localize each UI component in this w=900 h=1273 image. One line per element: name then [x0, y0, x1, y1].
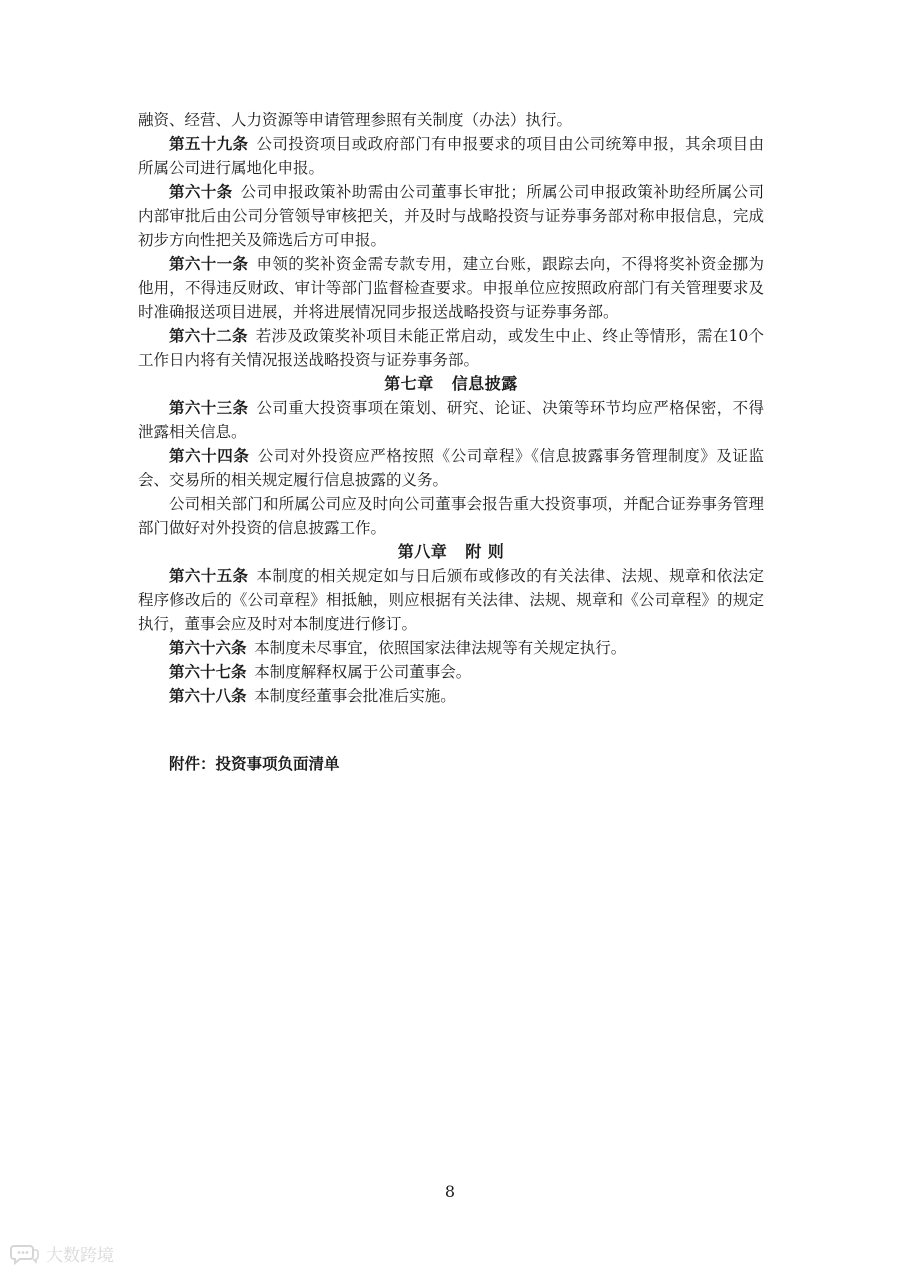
article-number: 第六十条 — [169, 182, 233, 201]
paragraph-text: 公司相关部门和所属公司应及时向公司董事会报告重大投资事项，并配合证券事务管理部门做好对外投资的信息披露工作。 — [138, 495, 764, 537]
paragraph-text: 本制度解释权属于公司董事会。 — [254, 663, 472, 681]
chapter-heading — [138, 372, 764, 396]
paragraph-text: 申领的奖补资金需专款专用，建立台账，跟踪去向，不得将奖补资金挪为他用，不得违反财政、审计等部门监督检查要求。申报单位应按照政府部门有关管理要求及时准确报送项目进展，并将进展情况同步报送战略投资与证券事务部。 — [138, 255, 764, 321]
document-content — [138, 108, 764, 708]
document-body — [138, 108, 764, 776]
paragraph-text: 本制度经董事会批准后实施。 — [254, 687, 456, 705]
article-number: 第六十八条 — [169, 686, 247, 705]
article-paragraph — [138, 444, 764, 492]
chat-bubble-logo-icon — [10, 1243, 40, 1265]
article-number: 第六十一条 — [169, 254, 249, 273]
chapter-heading — [138, 540, 764, 564]
article-paragraph — [138, 684, 764, 708]
chapter-number: 第八章 — [397, 542, 448, 561]
article-paragraph — [138, 132, 764, 180]
article-number: 第六十五条 — [169, 566, 249, 585]
article-number: 第六十六条 — [169, 638, 247, 657]
paragraph-text: 本制度的相关规定如与日后颁布或修改的有关法律、法规、规章和依法定程序修改后的《公司章程》相抵触，则应根据有关法律、法规、规章和《公司章程》的规定执行，董事会应及时对本制度进行修订。 — [138, 567, 764, 633]
paragraph-text: 融资、经营、人力资源等申请管理参照有关制度（办法）执行。 — [138, 111, 573, 129]
paragraph-text: 公司投资项目或政府部门有申报要求的项目由公司统筹申报，其余项目由所属公司进行属地化申报。 — [138, 135, 764, 177]
article-paragraph — [138, 324, 764, 372]
paragraph — [138, 492, 764, 540]
paragraph-text: 本制度未尽事宜，依照国家法律法规等有关规定执行。 — [254, 639, 627, 657]
paragraph — [138, 108, 764, 132]
article-number: 第六十三条 — [169, 398, 249, 417]
article-number: 第六十四条 — [169, 446, 250, 465]
article-number: 第五十九条 — [169, 134, 249, 153]
paragraph-text: 公司对外投资应严格按照《公司章程》《信息披露事务管理制度》及证监会、交易所的相关规定履行信息披露的义务。 — [138, 447, 764, 489]
article-paragraph — [138, 252, 764, 324]
page-number: 8 — [444, 1182, 456, 1201]
paragraph-text: 公司重大投资事项在策划、研究、论证、决策等环节均应严格保密，不得泄露相关信息。 — [138, 399, 764, 441]
paragraph-text: 若涉及政策奖补项目未能正常启动，或发生中止、终止等情形，需在10个工作日内将有关情况报送战略投资与证券事务部。 — [138, 327, 764, 369]
chapter-title: 信息披露 — [451, 374, 518, 393]
article-paragraph — [138, 180, 764, 252]
article-number: 第六十七条 — [169, 662, 247, 681]
chapter-number: 第七章 — [384, 374, 434, 393]
article-number: 第六十二条 — [169, 326, 248, 345]
attachment-line: 附件：投资事项负面清单 — [169, 754, 340, 773]
article-paragraph — [138, 564, 764, 636]
watermark — [10, 1241, 114, 1266]
watermark-text: 大数跨境 — [46, 1246, 114, 1266]
article-paragraph — [138, 660, 764, 684]
article-paragraph — [138, 636, 764, 660]
paragraph-text: 公司申报政策补助需由公司董事长审批；所属公司申报政策补助经所属公司内部审批后由公司分管领导审核把关，并及时与战略投资与证券事务部对称申报信息，完成初步方向性把关及筛选后方可申报。 — [138, 183, 764, 249]
article-paragraph — [138, 396, 764, 444]
chapter-title: 附 则 — [465, 542, 505, 561]
attachment-spacer — [138, 708, 764, 752]
